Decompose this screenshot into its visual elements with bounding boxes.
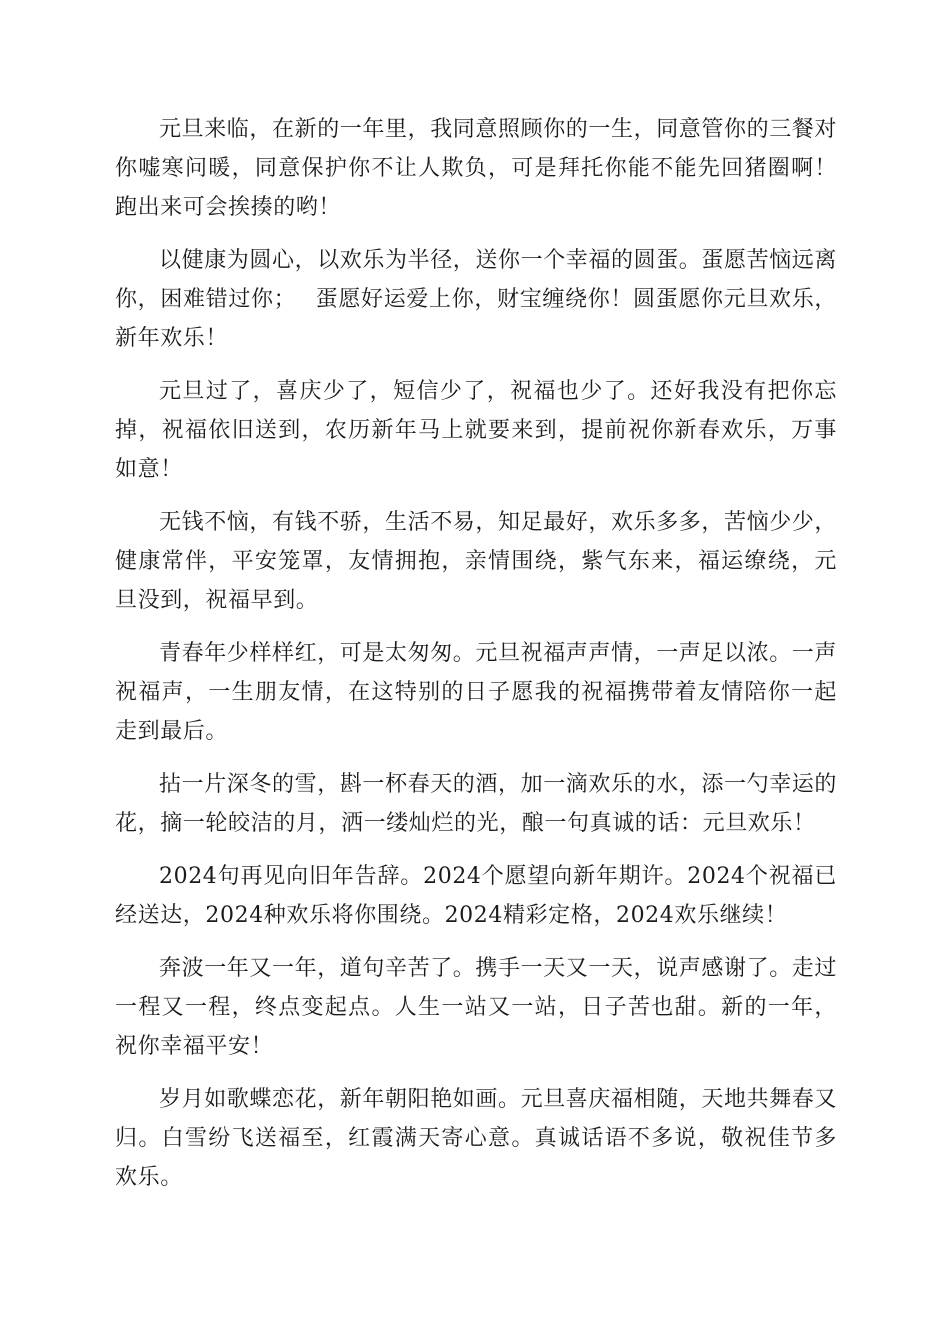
paragraph-4: 无钱不恼，有钱不骄，生活不易，知足最好，欢乐多多，苦恼少少，健康常伴，平安笼罩，友情拥抱，亲情围绕，紫气东来，福运缭绕，元旦没到，祝福早到。 xyxy=(115,510,838,613)
paragraph-3: 元旦过了，喜庆少了，短信少了，祝福也少了。还好我没有把你忘掉，祝福依旧送到，农历新年马上就要来到，提前祝你新春欢乐，万事如意！ xyxy=(115,379,837,482)
document-body xyxy=(115,110,837,1211)
paragraph-2: 以健康为圆心，以欢乐为半径，送你一个幸福的圆蛋。蛋愿苦恼远离你，困难错过你； 蛋愿好运爱上你，财宝缠绕你！圆蛋愿你元旦欢乐，新年欢乐！ xyxy=(115,248,838,351)
paragraph-7: 2024句再见向旧年告辞。2024个愿望向新年期许。2024个祝福已经送达，2024种欢乐将你围绕。2024精彩定格，2024欢乐继续！ xyxy=(115,864,837,928)
paragraph-9: 岁月如歌蝶恋花，新年朝阳艳如画。元旦喜庆福相随，天地共舞春又归。白雪纷飞送福至，红霞满天寄心意。真诚话语不多说，敬祝佳节多欢乐。 xyxy=(115,1087,838,1190)
paragraph-8: 奔波一年又一年，道句辛苦了。携手一天又一天，说声感谢了。走过一程又一程，终点变起点。人生一站又一站，日子苦也甜。新的一年，祝你幸福平安！ xyxy=(115,956,838,1059)
paragraph-1: 元旦来临，在新的一年里，我同意照顾你的一生，同意管你的三餐对你嘘寒问暖，同意保护你不让人欺负，可是拜托你能不能先回猪圈啊！跑出来可会挨揍的哟！ xyxy=(115,117,838,220)
paragraph-6: 拈一片深冬的雪，斟一杯春天的酒，加一滴欢乐的水，添一勺幸运的花，摘一轮皎洁的月，洒一缕灿烂的光，酿一句真诚的话：元旦欢乐！ xyxy=(115,772,838,836)
paragraph-5: 青春年少样样红，可是太匆匆。元旦祝福声声情，一声足以浓。一声祝福声，一生朋友情，在这特别的日子愿我的祝福携带着友情陪你一起走到最后。 xyxy=(115,641,838,744)
